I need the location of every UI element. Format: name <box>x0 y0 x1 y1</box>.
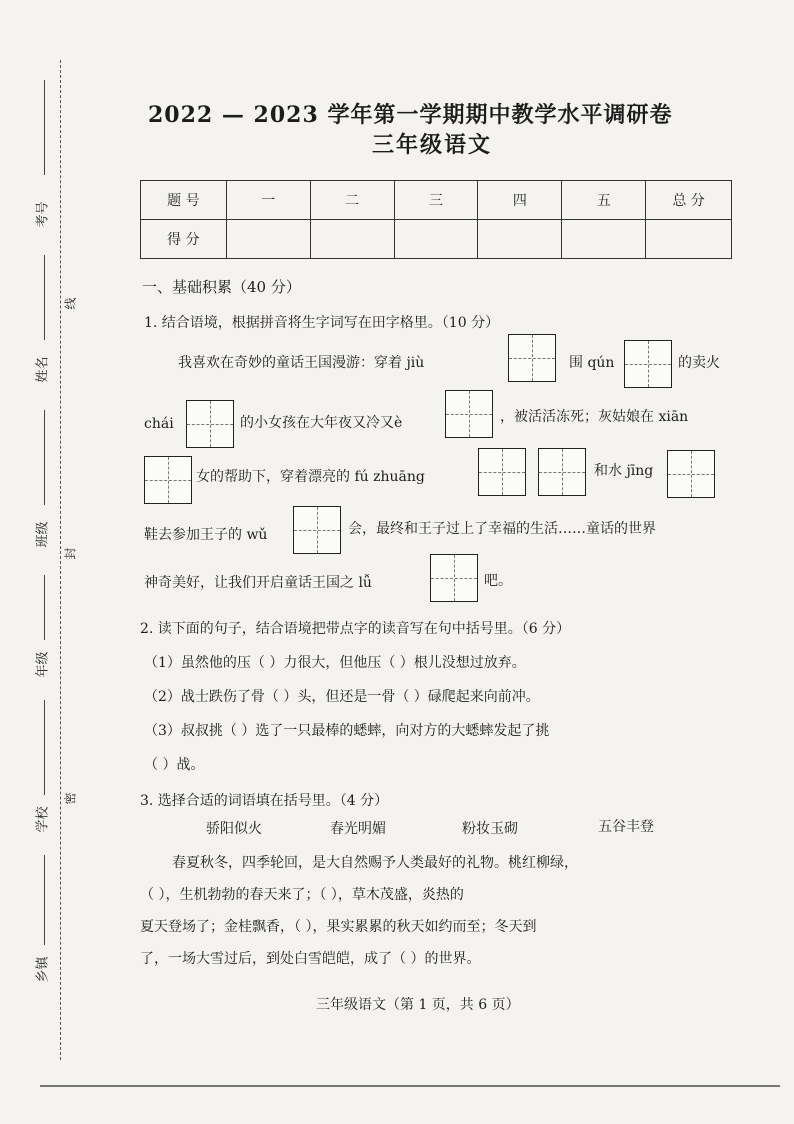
tianzige-box-wu[interactable] <box>293 506 341 554</box>
label-name: 姓名 <box>35 356 51 383</box>
score-cell-q1: 一 <box>226 181 310 220</box>
q1-text-3b: 和水 jīng <box>594 463 654 479</box>
q3-choice-1: 骄阳似火 <box>206 821 262 837</box>
name-line-6 <box>44 855 45 945</box>
q1-text-1a: 我喜欢在奇妙的童话王国漫游：穿着 jiù <box>178 355 425 371</box>
q1-text-2a: chái <box>144 416 174 432</box>
q3-paragraph-1: 春夏秋冬，四季轮回，是大自然赐予人类最好的礼物。桃红柳绿， <box>172 855 578 871</box>
label-grade: 年级 <box>35 651 51 678</box>
q3-prompt: 3. 选择合适的词语填在括号里。（4 分） <box>140 793 389 809</box>
q1-text-1c: 的卖火 <box>678 355 720 371</box>
q1-text-5a: 神奇美好，让我们开启童话王国之 lǚ <box>144 575 372 591</box>
q3-choice-4: 五谷丰登 <box>598 819 654 835</box>
name-line-4 <box>44 575 45 640</box>
tianzige-box-fu[interactable] <box>478 448 526 496</box>
label-class: 班级 <box>35 521 51 548</box>
page-title: 2022 — 2023 学年第一学期期中教学水平调研卷 <box>148 102 673 128</box>
tianzige-box-chai[interactable] <box>186 400 234 448</box>
score-cell-q5: 五 <box>562 181 646 220</box>
tianzige-box-xian[interactable] <box>144 456 192 504</box>
score-cell-total: 总 分 <box>646 181 732 220</box>
score-cell-q3: 三 <box>394 181 478 220</box>
score-table-score-row <box>141 220 732 259</box>
label-school: 学校 <box>35 806 51 833</box>
score-input-total[interactable] <box>646 220 732 259</box>
name-line-2 <box>44 255 45 340</box>
q2-sentence-3: （3）叔叔挑（ ）选了一只最棒的蟋蟀，向对方的大蟋蟀发起了挑 <box>144 723 550 739</box>
q3-paragraph-4: 了，一场大雪过后，到处白雪皑皑，成了（ ）的世界。 <box>140 951 481 967</box>
mark-line: 线 <box>63 297 78 310</box>
mark-secret: 密 <box>63 792 78 805</box>
score-input-q2[interactable] <box>310 220 394 259</box>
score-cell-q4: 四 <box>478 181 562 220</box>
q3-paragraph-2: （ ），生机勃勃的春天来了；（ ），草木茂盛，炎热的 <box>140 887 464 903</box>
q1-text-5b: 吧。 <box>484 573 512 589</box>
tianzige-box-qun[interactable] <box>624 340 672 388</box>
score-cell-label: 题 号 <box>141 181 227 220</box>
q1-text-2b: 的小女孩在大年夜又冷又è <box>240 415 403 431</box>
page-subtitle: 三年级语文 <box>372 132 493 158</box>
name-line-3 <box>44 410 45 505</box>
q1-text-3a: 女的帮助下，穿着漂亮的 fú zhuāng <box>196 469 425 485</box>
score-input-q3[interactable] <box>394 220 478 259</box>
binding-dashed-line <box>60 60 61 1060</box>
mark-seal: 封 <box>63 547 78 560</box>
tianzige-box-zhuang[interactable] <box>538 448 586 496</box>
tianzige-box-jing[interactable] <box>667 450 715 498</box>
label-exam-number: 考号 <box>35 201 51 228</box>
score-table-header-row <box>141 181 732 220</box>
q2-sentence-2: （2）战士跌伤了骨（ ）头，但还是一骨（ ）碌爬起来向前冲。 <box>144 689 540 705</box>
page-footer: 三年级语文（第 1 页，共 6 页） <box>316 997 520 1013</box>
q3-choice-3: 粉妆玉砌 <box>462 821 518 837</box>
q1-prompt: 1. 结合语境，根据拼音将生字词写在田字格里。（10 分） <box>144 315 500 331</box>
q1-text-4b: 会，最终和王子过上了幸福的生活……童话的世界 <box>348 521 656 537</box>
q1-text-2c: ，被活活冻死；灰姑娘在 xiān <box>500 409 689 425</box>
tianzige-box-lv[interactable] <box>430 554 478 602</box>
q1-text-1b: 围 qún <box>569 355 615 371</box>
label-town: 乡镇 <box>35 956 51 983</box>
tianzige-box-e[interactable] <box>445 390 493 438</box>
score-input-q5[interactable] <box>562 220 646 259</box>
q3-choice-2: 春光明媚 <box>330 821 386 837</box>
score-table <box>140 180 732 259</box>
page-bottom-edge <box>40 1085 780 1087</box>
section-heading: 一、基础积累（40 分） <box>142 278 301 296</box>
score-cell-q2: 二 <box>310 181 394 220</box>
score-input-q1[interactable] <box>226 220 310 259</box>
q2-prompt: 2. 读下面的句子，结合语境把带点字的读音写在句中括号里。（6 分） <box>140 621 571 637</box>
q1-text-4a: 鞋去参加王子的 wǔ <box>144 527 268 543</box>
name-line-1 <box>44 80 45 175</box>
score-input-q4[interactable] <box>478 220 562 259</box>
tianzige-box-jiu[interactable] <box>508 334 556 382</box>
name-line-5 <box>44 700 45 795</box>
q2-sentence-3-cont: （ ）战。 <box>144 757 205 773</box>
q2-sentence-1: （1）虽然他的压（ ）力很大，但他压（ ）根儿没想过放弃。 <box>144 655 526 671</box>
q3-paragraph-3: 夏天登场了；金桂飘香，（ ），果实累累的秋天如约而至；冬天到 <box>140 919 537 935</box>
score-row-label: 得 分 <box>141 220 227 259</box>
